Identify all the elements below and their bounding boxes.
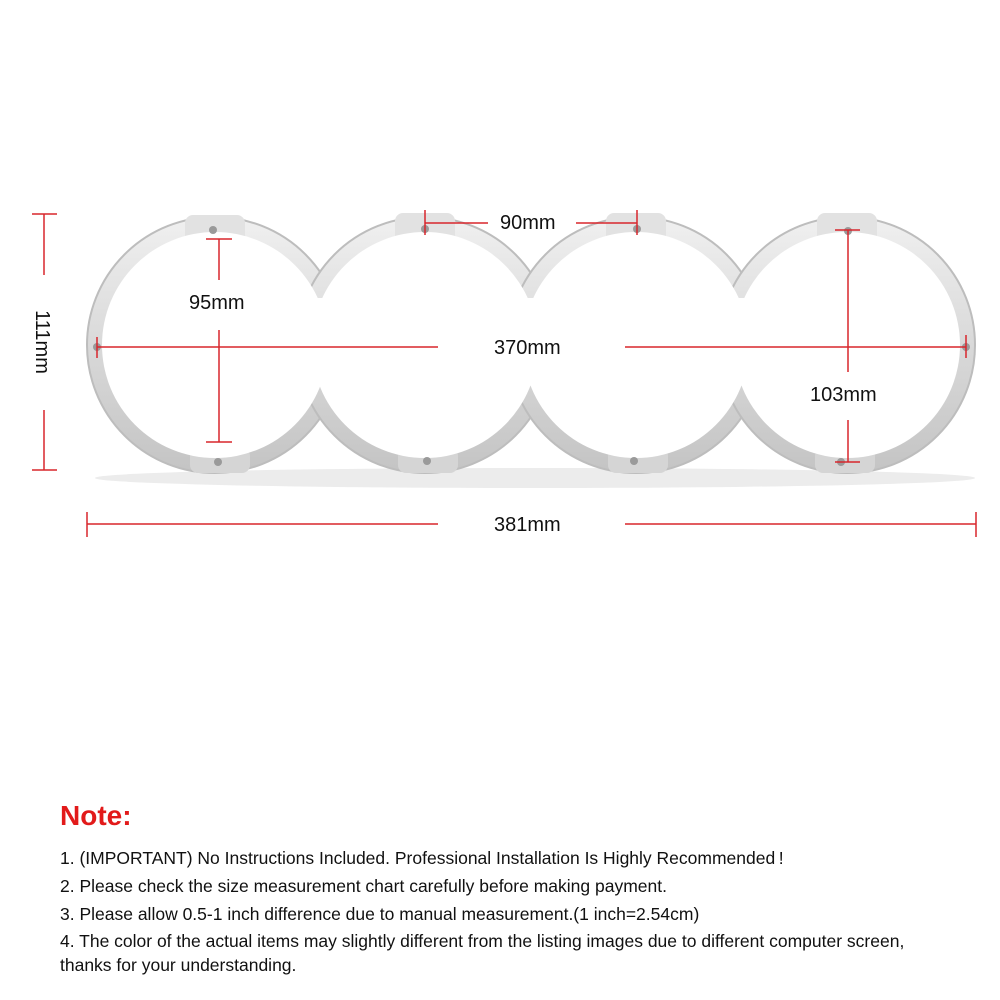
note-item: 4. The color of the actual items may slightly different from the listing images due to different computer screen, thanks for your understanding. <box>60 931 905 975</box>
dimension-label-hole-spacing: 90mm <box>496 211 560 235</box>
note-item: 2. Please check the size measurement chart carefully before making payment. <box>60 876 667 896</box>
note-item: 1. (IMPORTANT) No Instructions Included. Professional Installation Is Highly Recommended ! <box>60 848 784 868</box>
dimension-label-height: 111mm <box>30 310 53 374</box>
dimension-label-overall-length: 381mm <box>490 513 565 537</box>
dimension-label-outer-diameter: 103mm <box>806 383 881 407</box>
note-item: 3. Please allow 0.5-1 inch difference due to manual measurement.(1 inch=2.54cm) <box>60 904 700 924</box>
note-title: Note: <box>60 800 132 831</box>
dimension-label-inner-diameter: 95mm <box>185 291 249 315</box>
dimension-label-center-length: 370mm <box>490 336 565 360</box>
note-list <box>60 845 960 979</box>
